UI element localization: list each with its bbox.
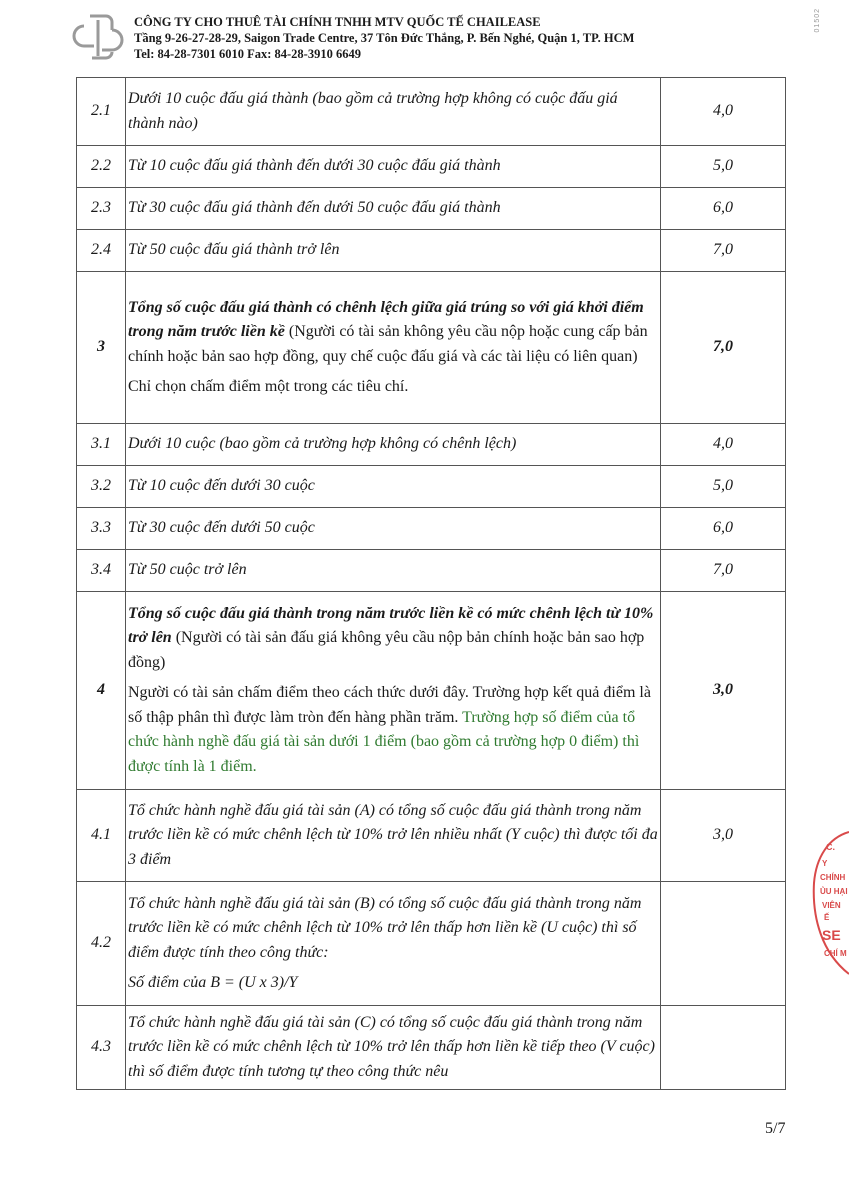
row-description [126,272,661,424]
row-number: 3.4 [77,550,126,592]
seal-text: ỦU HẠI [820,887,848,896]
row-description [126,592,661,790]
row-number: 2.1 [77,78,126,146]
row-number: 4.2 [77,882,126,1006]
seal-text: CHÍNH [820,873,846,882]
score-formula: Số điểm của B = (U x 3)/Y [128,974,298,991]
seal-text: Ế [824,913,830,922]
serial-number: 01502 [814,8,821,33]
table-row [77,424,786,466]
table-row [77,882,786,1006]
row-score: 4,0 [661,424,786,466]
criterion-condition: (Người có tài sản đấu giá không yêu cầu nộp bản chính hoặc bản sao hợp đồng) [128,629,645,671]
row-description: Từ 30 cuộc đấu giá thành đến dưới 50 cuộc đấu giá thành [126,188,661,230]
table-row [77,790,786,882]
row-description: Dưới 10 cuộc (bao gồm cả trường hợp không có chênh lệch) [126,424,661,466]
table-row [77,508,786,550]
table-row [77,146,786,188]
row-score: 7,0 [661,230,786,272]
criterion-heading: Tổng số cuộc đấu giá thành có chênh lệch giữa giá trúng so với giá khởi điểm trong năm trước liền kề [128,298,644,340]
row-number: 3.3 [77,508,126,550]
company-address: Tầng 9-26-27-28-29, Saigon Trade Centre, 37 Tôn Đức Thắng, P. Bến Nghé, Quận 1, TP. HCM [134,31,635,45]
row-number: 4.1 [77,790,126,882]
seal-text: SE [822,927,841,943]
row-score [661,1006,786,1090]
page-number: 5/7 [765,1120,786,1137]
table-row [77,550,786,592]
seal-text: Y [822,859,828,868]
criterion-note-extra: Trường hợp số điểm của tổ chức hành nghề đấu giá tài sản dưới 1 điểm (bao gồm cả trường hợp 0 điểm) thì được tính là 1 điểm. [128,708,640,775]
seal-text: CHÍ M [824,949,847,958]
row-score: 6,0 [661,188,786,230]
company-logo [70,12,126,62]
company-contact: Tel: 84-28-7301 6010 Fax: 84-28-3910 6649 [134,47,361,61]
criterion-note: Người có tài sản chấm điểm theo cách thức dưới đây. Trường hợp kết quả điểm là số thập phân thì được làm tròn đến hàng phần trăm. [128,684,651,726]
row-number: 4 [77,592,126,790]
row-description: Từ 50 cuộc trở lên [126,550,661,592]
table-row-section-3 [77,272,786,424]
row-number: 2.3 [77,188,126,230]
row-score: 5,0 [661,466,786,508]
table-row-section-4 [77,592,786,790]
row-number: 2.4 [77,230,126,272]
criterion-condition: (Người có tài sản không yêu cầu nộp hoặc cung cấp bản chính hoặc bản sao hợp đồng, quy chế cuộc đấu giá và các tài liệu có liên quan) [128,323,648,365]
row-description: Từ 30 cuộc đến dưới 50 cuộc [126,508,661,550]
row-score: 5,0 [661,146,786,188]
row-description: Từ 10 cuộc đấu giá thành đến dưới 30 cuộc đấu giá thành [126,146,661,188]
company-seal [808,828,849,978]
row-description: Tổ chức hành nghề đấu giá tài sản (C) có tổng số cuộc đấu giá thành trong năm trước liền kề có mức chênh lệch từ 10% trở lên thấp hơn liền kề tiếp theo (V cuộc) thì số điểm được tính tương tự theo công thức nêu [126,1006,661,1090]
seal-text: VIÊN [822,901,841,910]
row-description: Từ 10 cuộc đến dưới 30 cuộc [126,466,661,508]
criterion-text: Tổ chức hành nghề đấu giá tài sản (B) có tổng số cuộc đấu giá thành trong năm trước liền kề có mức chênh lệch từ 10% trở lên thấp hơn liền kề (U cuộc) thì số điểm được tính theo công thức: [128,894,642,961]
row-number: 4.3 [77,1006,126,1090]
row-score: 3,0 [661,592,786,790]
table-row [77,466,786,508]
criterion-heading: Tổng số cuộc đấu giá thành trong năm trước liền kề có mức chênh lệch từ 10% trở lên [128,604,654,647]
row-score [661,882,786,1006]
row-description: Tổ chức hành nghề đấu giá tài sản (A) có tổng số cuộc đấu giá thành trong năm trước liền kề có mức chênh lệch từ 10% trở lên nhiều nhất (Y cuộc) thì được tối đa 3 điểm [126,790,661,882]
row-description: Dưới 10 cuộc đấu giá thành (bao gồm cả trường hợp không có cuộc đấu giá thành nào) [126,78,661,146]
row-score: 3,0 [661,790,786,882]
criteria-table [76,77,786,1090]
letterhead [70,12,770,68]
row-number: 3 [77,272,126,424]
seal-text: C. [826,842,835,852]
row-score: 4,0 [661,78,786,146]
row-number: 3.2 [77,466,126,508]
row-number: 2.2 [77,146,126,188]
row-number: 3.1 [77,424,126,466]
row-description [126,882,661,1006]
table-row [77,78,786,146]
table-row [77,1006,786,1090]
row-score: 7,0 [661,550,786,592]
criterion-note: Chỉ chọn chấm điểm một trong các tiêu chí. [128,378,409,395]
row-score: 7,0 [661,272,786,424]
table-row [77,188,786,230]
table-row [77,230,786,272]
company-name: CÔNG TY CHO THUÊ TÀI CHÍNH TNHH MTV QUỐC TẾ CHAILEASE [134,15,541,29]
row-description: Từ 50 cuộc đấu giá thành trở lên [126,230,661,272]
row-score: 6,0 [661,508,786,550]
